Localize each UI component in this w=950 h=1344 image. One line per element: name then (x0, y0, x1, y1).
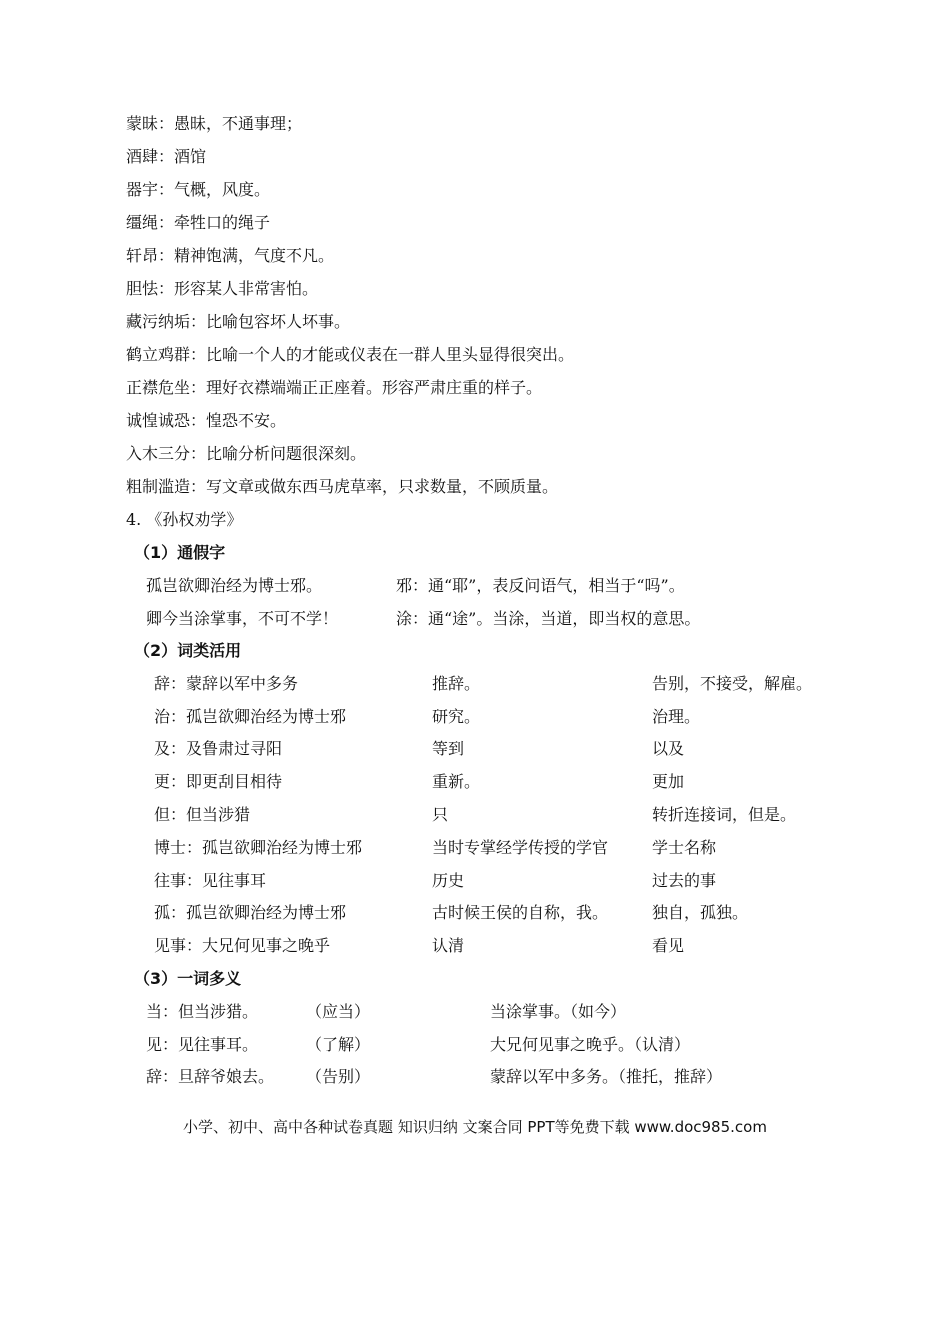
cilei-word: 治：孤岂欲卿治经为博士邪 (154, 707, 347, 726)
definition-item: 缰绳：牵牲口的绳子 (126, 213, 271, 232)
cilei-ancient-meaning: 认清 (432, 936, 465, 955)
tongjia-sentence: 孤岂欲卿治经为博士邪。 (146, 576, 323, 595)
tongjia-sentence: 卿今当涂掌事，不可不学！ (146, 609, 339, 628)
definition-item: 轩昂：精神饱满，气度不凡。 (126, 246, 335, 265)
yici-heading: （3）一词多义 (134, 969, 242, 988)
tongjia-note: 邪：通“耶”，表反问语气，相当于“吗”。 (396, 576, 685, 595)
yici-meaning: （了解） (306, 1035, 371, 1054)
cilei-ancient-meaning: 当时专掌经学传授的学官 (432, 838, 609, 857)
yici-meaning: （应当） (306, 1002, 371, 1021)
section-title: 4. 《孙权劝学》 (126, 510, 243, 529)
cilei-word: 更：即更刮目相待 (154, 772, 283, 791)
cilei-ancient-meaning: 古时候王侯的自称，我。 (432, 903, 609, 922)
cilei-ancient-meaning: 重新。 (432, 772, 481, 791)
footer-watermark: 小学、初中、高中各种试卷真题 知识归纳 文案合同 PPT等免费下载 www.doc985.com (183, 1118, 767, 1136)
tongjia-note: 涂：通“途”。当涂，当道，即当权的意思。 (396, 609, 701, 628)
cilei-heading: （2）词类活用 (134, 641, 242, 660)
tongjia-heading: （1）通假字 (134, 543, 226, 562)
cilei-word: 孤：孤岂欲卿治经为博士邪 (154, 903, 347, 922)
cilei-modern-meaning: 看见 (652, 936, 685, 955)
yici-sentence: 见：见往事耳。 (146, 1035, 259, 1054)
definition-item: 入木三分：比喻分析问题很深刻。 (126, 444, 367, 463)
definition-item: 蒙昧：愚昧，不通事理； (126, 114, 303, 133)
yici-meaning: （告别） (306, 1067, 371, 1086)
cilei-word: 但：但当涉猎 (154, 805, 251, 824)
definition-item: 诚惶诚恐：惶恐不安。 (126, 411, 287, 430)
yici-sentence-alt: 当涂掌事。（如今） (490, 1002, 627, 1021)
definition-item: 正襟危坐：理好衣襟端端正正座着。形容严肃庄重的样子。 (126, 378, 543, 397)
cilei-word: 见事：大兄何见事之晚乎 (154, 936, 331, 955)
definition-item: 器宇：气概，风度。 (126, 180, 271, 199)
definition-item: 鹤立鸡群：比喻一个人的才能或仪表在一群人里头显得很突出。 (126, 345, 575, 364)
cilei-ancient-meaning: 历史 (432, 871, 465, 890)
cilei-ancient-meaning: 研究。 (432, 707, 481, 726)
cilei-modern-meaning: 学士名称 (652, 838, 717, 857)
yici-sentence: 辞：旦辞爷娘去。 (146, 1067, 275, 1086)
cilei-ancient-meaning: 推辞。 (432, 674, 481, 693)
cilei-word: 辞：蒙辞以军中多务 (154, 674, 299, 693)
yici-sentence-alt: 蒙辞以军中多务。（推托，推辞） (490, 1067, 723, 1086)
cilei-modern-meaning: 独自，孤独。 (652, 903, 749, 922)
yici-sentence-alt: 大兄何见事之晚乎。（认清） (490, 1035, 691, 1054)
cilei-modern-meaning: 更加 (652, 772, 685, 791)
cilei-word: 博士：孤岂欲卿治经为博士邪 (154, 838, 363, 857)
cilei-word: 往事：见往事耳 (154, 871, 267, 890)
cilei-modern-meaning: 过去的事 (652, 871, 717, 890)
definition-item: 藏污纳垢：比喻包容坏人坏事。 (126, 312, 351, 331)
definition-item: 粗制滥造：写文章或做东西马虎草率，只求数量，不顾质量。 (126, 477, 559, 496)
cilei-modern-meaning: 转折连接词，但是。 (652, 805, 797, 824)
cilei-ancient-meaning: 只 (432, 805, 449, 824)
cilei-modern-meaning: 告别，不接受，解雇。 (652, 674, 813, 693)
definition-item: 胆怯：形容某人非常害怕。 (126, 279, 319, 298)
cilei-modern-meaning: 以及 (652, 739, 685, 758)
cilei-word: 及：及鲁肃过寻阳 (154, 739, 283, 758)
yici-sentence: 当：但当涉猎。 (146, 1002, 259, 1021)
cilei-ancient-meaning: 等到 (432, 739, 465, 758)
cilei-modern-meaning: 治理。 (652, 707, 701, 726)
definition-item: 酒肆：酒馆 (126, 147, 207, 166)
